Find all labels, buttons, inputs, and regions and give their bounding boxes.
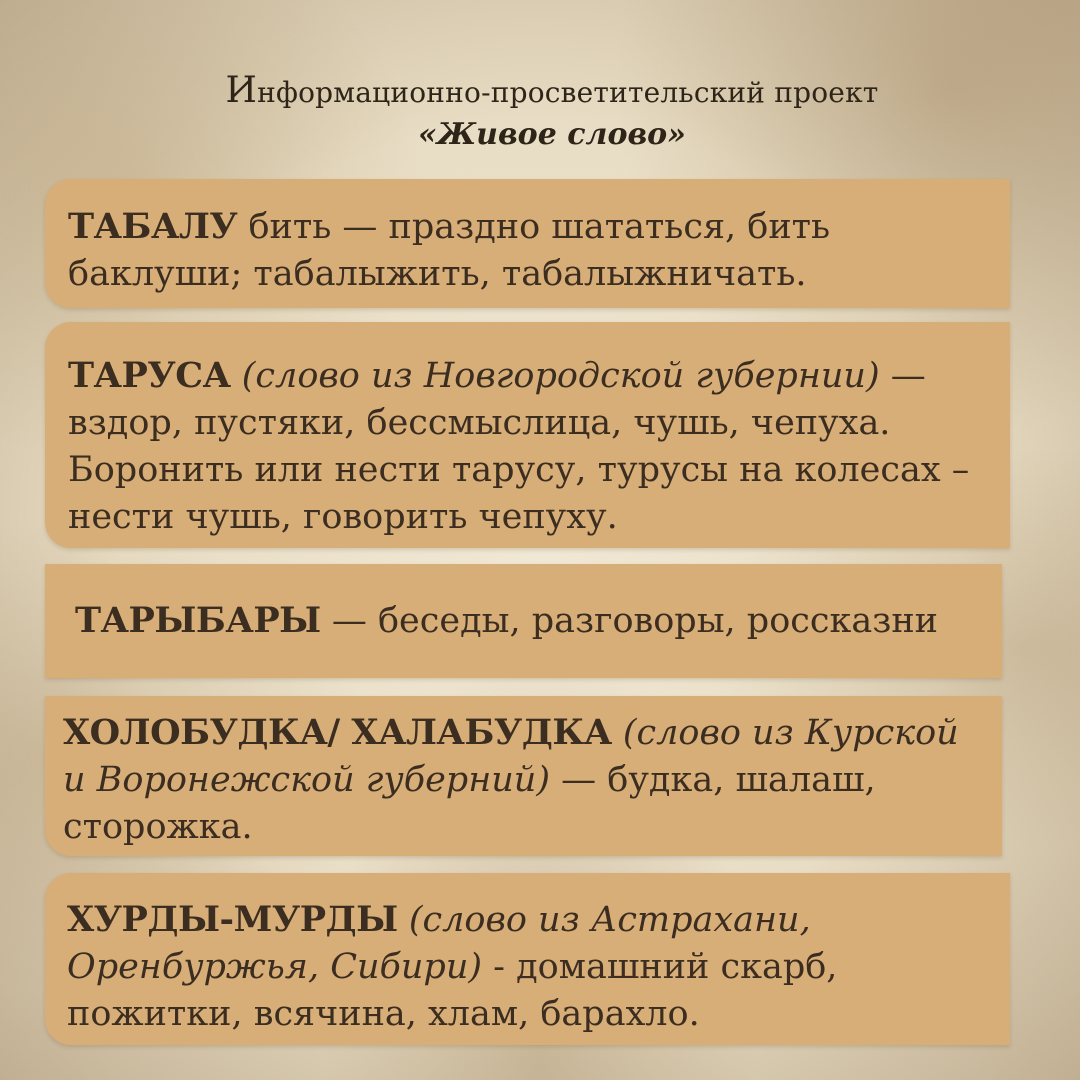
entry-card-khurdy-murdy [45, 873, 1010, 1045]
entry-card-kholobudka [45, 696, 1002, 856]
entry-definition: — будка, шалаш, сторожка. [63, 760, 876, 847]
project-caption-initial: И [225, 70, 258, 111]
project-header [12, 70, 1080, 152]
entry-definition: - домашний скарб, пожитки, всячина, хлам, барахло. [67, 947, 838, 1034]
entry-term: ТАБАЛУ [68, 206, 238, 247]
entry-definition: бить — праздно шататься, бить баклуши; табалыжить, табалыжничать. [68, 207, 831, 294]
entry-note: (слово из Астрахани, Оренбуржья, Сибири) [67, 900, 811, 987]
entry-card-tarybary [45, 564, 1002, 678]
entry-term: ТАРУСА [68, 355, 231, 396]
project-caption-rest: нформационно-просветительский проект [257, 76, 879, 109]
entry-note: (слово из Новгородской губернии) [241, 356, 880, 396]
project-caption [12, 70, 1080, 111]
entry-note: (слово из Курской и Воронежской губерний) [63, 713, 959, 800]
entry-term: ХОЛОБУДКА/ ХАЛАБУДКА [63, 712, 612, 753]
entry-card-tabalu [45, 179, 1010, 308]
entry-card-tarusa [45, 322, 1010, 548]
project-title: «Живое слово» [418, 117, 686, 152]
entry-term: ХУРДЫ-МУРДЫ [67, 899, 398, 940]
entry-definition: — беседы, разговоры, россказни [331, 601, 938, 641]
entry-term: ТАРЫБАРЫ [75, 600, 321, 641]
entry-definition: — вздор, пустяки, бессмыслица, чушь, чепуха. Боронить или нести тарусу, турусы на колесах – нести чушь, говорить чепуху. [68, 356, 970, 537]
